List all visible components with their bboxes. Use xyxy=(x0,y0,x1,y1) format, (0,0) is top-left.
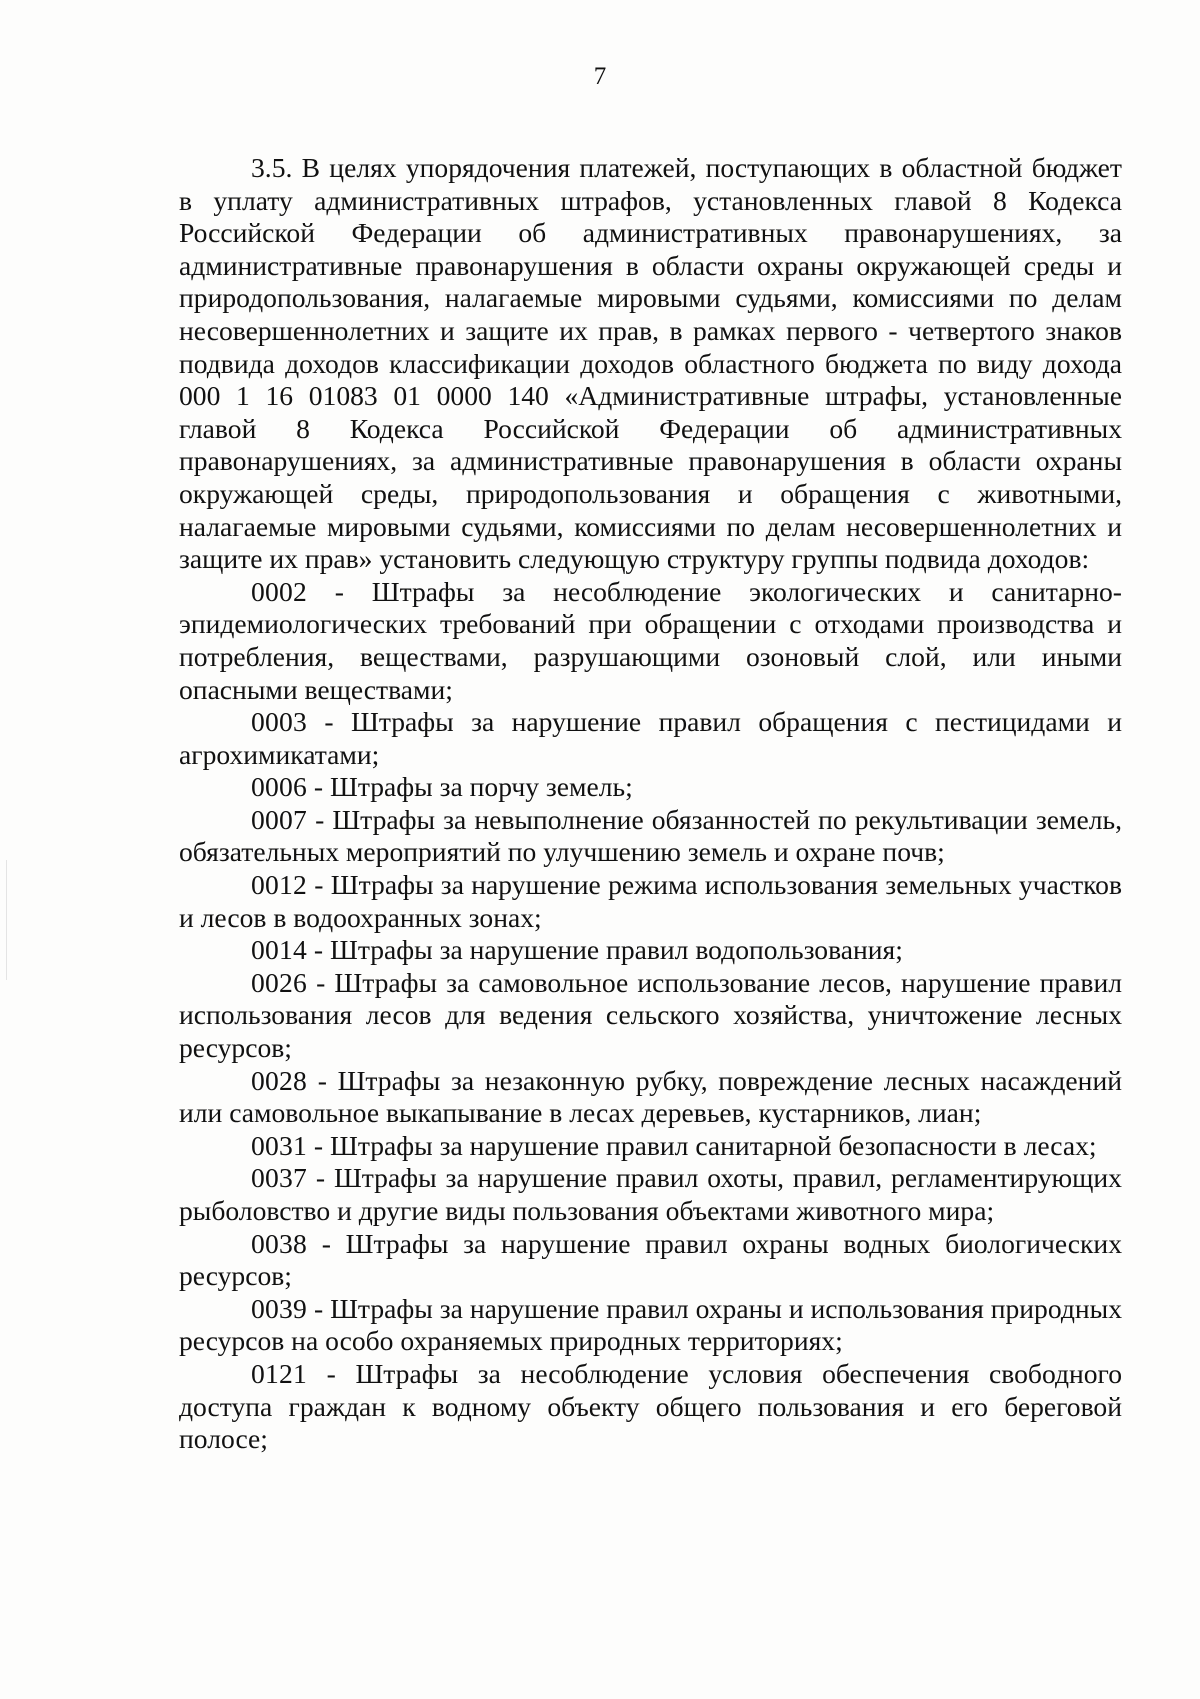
item-code: 0012 xyxy=(251,869,307,901)
item-code: 0039 xyxy=(251,1292,307,1324)
list-item: 0002 - Штрафы за несоблюдение экологических и санитарно-эпидемиологических требований при обращении с отходами производства и потребления, веществами, разрушающими озоновый слой, или иными опасными веществами; xyxy=(179,575,1122,705)
scan-edge-mark xyxy=(6,860,7,980)
item-text: Штрафы за невыполнение обязанностей по рекультивации земель, обязательных мероприятий по улучшению земель и охране почв; xyxy=(179,803,1122,868)
item-text: Штрафы за самовольное использование лесов, нарушение правил использования лесов для ведения сельского хозяйства, уничтожение лесных ресурсов; xyxy=(179,966,1122,1064)
item-code: 0003 xyxy=(251,706,307,738)
item-code: 0002 xyxy=(251,575,307,607)
list-item: 0003 - Штрафы за нарушение правил обращения с пестицидами и агрохимикатами; xyxy=(179,706,1122,770)
list-item: 0006 - Штрафы за порчу земель; xyxy=(251,771,633,803)
list-item: 0031 - Штрафы за нарушение правил санитарной безопасности в лесах; xyxy=(251,1129,1097,1161)
item-text: Штрафы за нарушение правил охраны и использования природных ресурсов на особо охраняемых природных территориях; xyxy=(179,1292,1122,1357)
item-text: Штрафы за нарушение правил водопользования; xyxy=(330,934,903,966)
item-text: Штрафы за несоблюдение условия обеспечения свободного доступа граждан к водному объекту общего пользования и его береговой полосе; xyxy=(179,1357,1122,1455)
item-code: 0121 xyxy=(251,1357,307,1389)
list-item: 0037 - Штрафы за нарушение правил охоты, правил, регламентирующих рыболовство и другие виды пользования объектами животного мира; xyxy=(179,1162,1122,1226)
list-item: 0028 - Штрафы за незаконную рубку, повреждение лесных насаждений или самовольное выкапывание в лесах деревьев, кустарников, лиан; xyxy=(179,1064,1122,1129)
item-text: Штрафы за нарушение правил охоты, правил, регламентирующих рыболовство и другие виды пользования объектами животного мира; xyxy=(179,1162,1122,1226)
list-item: 0007 - Штрафы за невыполнение обязанностей по рекультивации земель, обязательных мероприятий по улучшению земель и охране почв; xyxy=(179,803,1122,868)
item-text: Штрафы за незаконную рубку, повреждение лесных насаждений или самовольное выкапывание в лесах деревьев, кустарников, лиан; xyxy=(179,1064,1122,1129)
item-text: Штрафы за нарушение правил санитарной безопасности в лесах; xyxy=(330,1129,1097,1161)
document-body xyxy=(179,152,1122,1456)
item-text: Штрафы за нарушение правил охраны водных биологических ресурсов; xyxy=(179,1227,1122,1292)
item-code: 0007 xyxy=(251,803,307,835)
list-item: 0014 - Штрафы за нарушение правил водопользования; xyxy=(251,934,903,966)
item-code: 0006 xyxy=(251,771,307,803)
item-code: 0031 xyxy=(251,1129,307,1161)
item-text: Штрафы за нарушение правил обращения с пестицидами и агрохимикатами; xyxy=(179,706,1122,770)
item-code: 0028 xyxy=(251,1064,307,1096)
item-code: 0014 xyxy=(251,934,307,966)
item-code: 0037 xyxy=(251,1162,307,1194)
item-code: 0026 xyxy=(251,966,307,998)
item-text: Штрафы за несоблюдение экологических и санитарно-эпидемиологических требований при обращении с отходами производства и потребления, веществами, разрушающими озоновый слой, или иными опасными веществами; xyxy=(179,575,1122,705)
list-item: 0038 - Штрафы за нарушение правил охраны водных биологических ресурсов; xyxy=(179,1227,1122,1292)
list-item: 0039 - Штрафы за нарушение правил охраны и использования природных ресурсов на особо охраняемых природных территориях; xyxy=(179,1292,1122,1357)
income-subtype-list xyxy=(179,576,1122,1456)
intro-paragraph: 3.5. В целях упорядочения платежей, поступающих в областной бюджет в уплату административных штрафов, установленных главой 8 Кодекса Российской Федерации об административных правонарушениях, за административные правонарушения в области охраны окружающей среды и природопользования, налагаемые мировыми судьями, комиссиями по делам несовершеннолетних и защите их прав, в рамках первого - четвертого знаков подвида доходов классификации доходов областного бюджета по виду дохода 000 1 16 01083 01 0000 140 «Административные штрафы, установленные главой 8 Кодекса Российской Федерации об административных правонарушениях, за административные правонарушения в области охраны окружающей среды, природопользования и обращения с животными, налагаемые мировыми судьями, комиссиями по делам несовершеннолетних и защите их прав» установить следующую структуру группы подвида доходов: xyxy=(179,152,1122,575)
item-text: Штрафы за нарушение режима использования земельных участков и лесов в водоохранных зонах; xyxy=(179,869,1122,933)
page-number: 7 xyxy=(593,63,607,90)
list-item: 0026 - Штрафы за самовольное использование лесов, нарушение правил использования лесов для ведения сельского хозяйства, уничтожение лесных ресурсов; xyxy=(179,966,1122,1064)
list-item: 0121 - Штрафы за несоблюдение условия обеспечения свободного доступа граждан к водному объекту общего пользования и его береговой полосе; xyxy=(179,1357,1122,1455)
list-item: 0012 - Штрафы за нарушение режима использования земельных участков и лесов в водоохранных зонах; xyxy=(179,869,1122,933)
item-text: Штрафы за порчу земель; xyxy=(330,771,633,803)
item-code: 0038 xyxy=(251,1227,307,1259)
